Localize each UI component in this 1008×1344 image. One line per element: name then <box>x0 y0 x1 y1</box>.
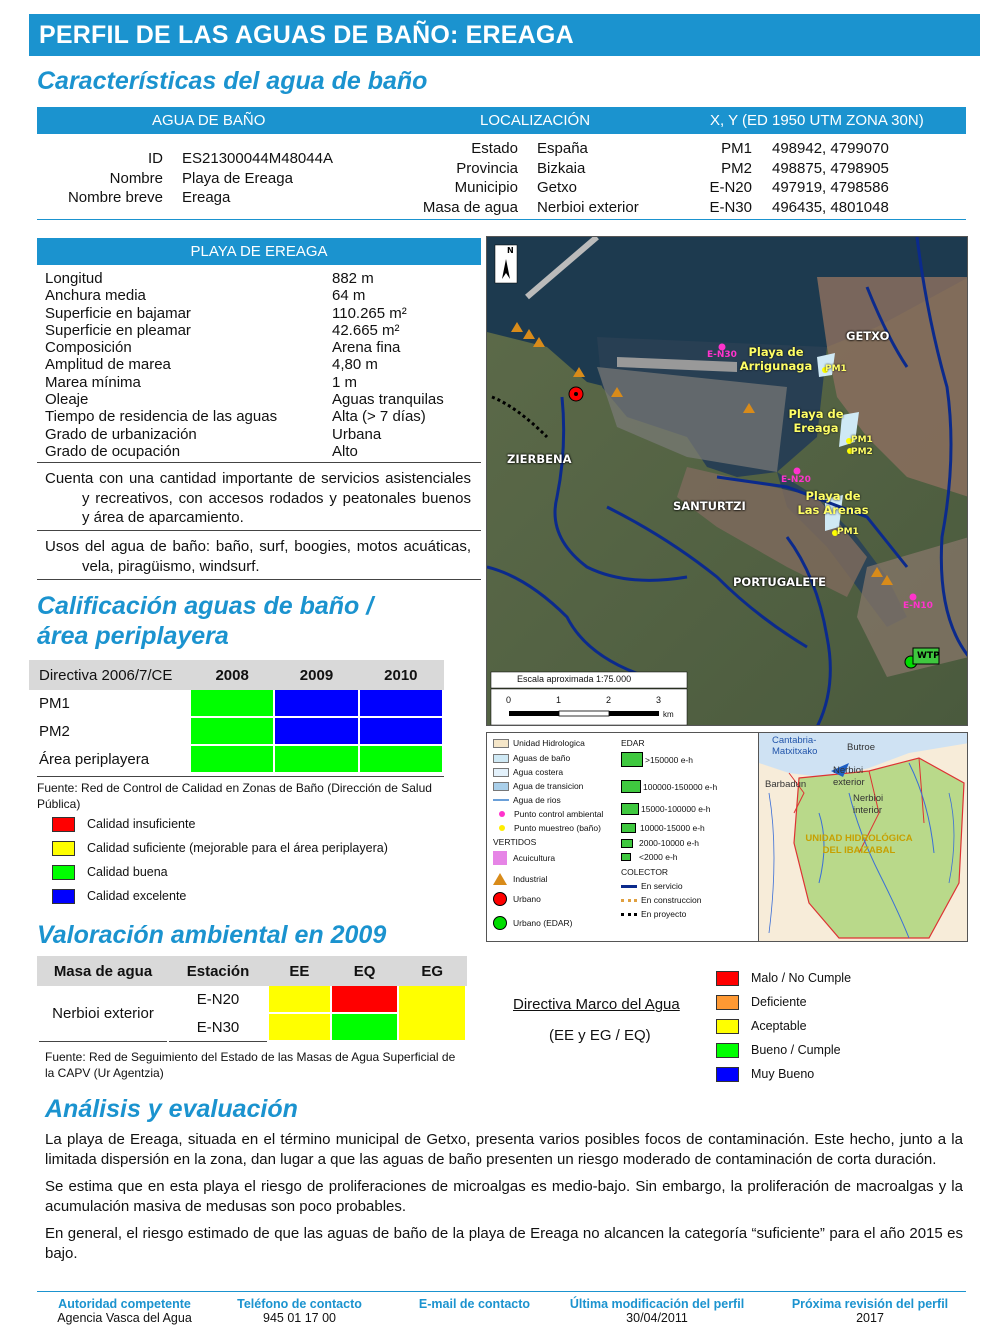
quality-cell <box>274 689 358 717</box>
legend-urbano: Urbano <box>493 892 541 906</box>
legend-item: Calidad excelente <box>52 884 388 908</box>
agua-values <box>182 149 382 208</box>
playa-row: Anchura media 64 m <box>45 287 366 305</box>
analisis-text <box>45 1130 963 1271</box>
map-label-en30: E-N30 <box>707 350 737 360</box>
valoracion-fuente: Fuente: Red de Seguimiento del Estado de las Masas de Agua Superficial de la CAPV (Ur Agentzia) <box>45 1050 456 1080</box>
legend-item: Malo / No Cumple <box>716 966 851 990</box>
footer-telefono: Teléfono de contacto 945 01 17 00 <box>237 1297 362 1325</box>
inset-map <box>758 732 968 942</box>
divider <box>37 579 481 580</box>
inset-label-barbadun: Barbadun <box>765 779 807 790</box>
legend-item: Bueno / Cumple <box>716 1038 851 1062</box>
col-eg: EG <box>398 957 466 985</box>
legend-swatch <box>716 1043 739 1058</box>
calificacion-header-row <box>30 661 443 689</box>
footer-ultima-modificacion: Última modificación del perfil 30/04/2011 <box>569 1297 745 1325</box>
section-title-caracteristicas: Características del agua de baño <box>37 67 428 95</box>
playa-header: PLAYA DE EREAGA <box>37 238 481 265</box>
status-cell <box>331 985 399 1013</box>
quality-cell <box>359 717 443 745</box>
label-municipio: Municipio <box>454 179 518 196</box>
row-label-area: Área periplayera <box>30 745 190 773</box>
legend-urbano-edar: Urbano (EDAR) <box>493 916 573 930</box>
valoracion-header-row <box>38 957 466 985</box>
map-label-ereaga: Playa de Ereaga <box>788 407 844 435</box>
legend-swatch <box>52 841 75 856</box>
map-scale-text: Escala aproximada 1:75.000 <box>517 674 632 684</box>
col-masa-de-agua: Masa de agua <box>38 957 168 985</box>
map-label-en10: E-N10 <box>903 601 933 611</box>
footer-email: E-mail de contacto <box>418 1297 531 1311</box>
col-ee: EE <box>268 957 331 985</box>
location-header-bar <box>37 107 966 134</box>
legend-colector-item: En proyecto <box>621 909 686 919</box>
inset-label-unidad: UNIDAD HIDROLÓGICA DEL IBAIZABAL <box>805 833 913 856</box>
inset-label-butroe: Butroe <box>847 742 875 753</box>
legend-colector: COLECTOR <box>621 867 669 877</box>
scale-tick: 1 <box>556 695 562 705</box>
map-label-pm1: PM1 <box>837 527 859 537</box>
legend-item: Calidad insuficiente <box>52 812 388 836</box>
scale-unit: km <box>663 710 674 719</box>
legend-unidad: Unidad Hidrologica <box>493 738 585 748</box>
dma-subtitle: (EE y EG / EQ) <box>549 1027 651 1044</box>
value-masa-de-agua: Nerbioi exterior <box>537 198 639 216</box>
footer <box>37 1291 966 1325</box>
map-label-zierbena: ZIERBENA <box>507 452 572 466</box>
inset-label-nerbioi-exterior: Nerbioi exterior <box>833 765 865 788</box>
dma-title: Directiva Marco del Agua <box>513 996 680 1013</box>
playa-row: Oleaje Aguas tranquilas <box>45 391 444 409</box>
masa-nerbioi: Nerbioi exterior <box>38 985 168 1041</box>
location-map <box>486 236 968 726</box>
legend-swatch <box>716 995 739 1010</box>
localizacion-labels <box>395 139 518 217</box>
value-estado: España <box>537 140 588 157</box>
legend-industrial: Industrial <box>493 873 548 885</box>
calificacion-fuente: Fuente: Red de Control de Calidad en Zonas de Baño (Dirección de Salud Pública) <box>37 781 432 811</box>
north-arrow-icon: N <box>507 246 514 255</box>
map-image <box>487 237 968 726</box>
table-row <box>30 689 443 717</box>
valoracion-table <box>37 956 467 1042</box>
legend-edar-item: 100000-150000 e-h <box>621 780 717 793</box>
map-label-en20: E-N20 <box>781 475 811 485</box>
value-municipio: Getxo <box>537 179 578 196</box>
wtp-icon: WTP <box>917 651 940 661</box>
analisis-paragraph: En general, el riesgo estimado de que las aguas de baño de la playa de Ereaga no alcancen la categoría “suficiente” para el año 2015 es bajo. <box>45 1225 963 1262</box>
legend-swatch <box>716 971 739 986</box>
value-id: ES21300044M48044A <box>182 150 333 167</box>
value-en20: 497919, 4798586 <box>772 179 889 196</box>
status-cell <box>331 1013 399 1041</box>
quality-cell <box>274 717 358 745</box>
label-en20: E-N20 <box>709 179 752 196</box>
table-row <box>30 745 443 773</box>
status-cell <box>268 1013 331 1041</box>
legend-vertidos: VERTIDOS <box>493 837 537 847</box>
label-provincia: Provincia <box>456 159 518 177</box>
legend-agua-rios: Agua de rios <box>493 795 561 805</box>
page-title: PERFIL DE LAS AGUAS DE BAÑO: EREAGA <box>29 14 980 56</box>
playa-row: Grado de ocupación Alto <box>45 442 358 460</box>
legend-punto-control: Punto control ambiental <box>495 809 603 819</box>
legend-swatch <box>52 817 75 832</box>
calificacion-table <box>29 660 444 774</box>
legend-swatch <box>716 1067 739 1082</box>
quality-cell <box>190 689 274 717</box>
estacion-en30: E-N30 <box>168 1013 268 1041</box>
table-row <box>30 717 443 745</box>
divider <box>37 776 444 777</box>
section-title-calificacion: Calificación aguas de baño / área periplayera <box>37 592 374 650</box>
label-estado: Estado <box>471 140 518 157</box>
localizacion-values <box>537 139 677 217</box>
legend-agua-transicion: Agua de transicion <box>493 781 583 791</box>
cuenta-text: Cuenta con una cantidad importante de servicios asistenciales y recreativos, con accesos rodados y peatonales buenos y área de aparcamiento. <box>45 470 471 526</box>
map-label-pm1: PM1 <box>825 364 847 374</box>
quality-cell <box>190 717 274 745</box>
legend-aguas-bano: Aguas de baño <box>493 753 570 763</box>
legend-item: Calidad suficiente (mejorable para el área periplayera) <box>52 836 388 860</box>
estacion-en20: E-N20 <box>168 985 268 1013</box>
value-nombre: Playa de Ereaga <box>182 169 293 187</box>
value-nombre-breve: Ereaga <box>182 189 231 206</box>
legend-edar-item: 2000-10000 e-h <box>621 838 699 848</box>
inset-label-nerbioi-interior: Nerbioi interior <box>853 793 884 816</box>
playa-cuenta <box>45 469 471 528</box>
value-en30: 496435, 4801048 <box>772 198 889 216</box>
legend-item: Muy Bueno <box>716 1062 851 1086</box>
legend-swatch <box>52 865 75 880</box>
map-label-las-arenas: Playa de Las Arenas <box>797 489 869 517</box>
analisis-paragraph: Se estima que en esta playa el riesgo de proliferaciones de microalgas es medio-bajo. Sin embargo, la proliferación de macroalgas y la acumulación masiva de medusas son poco probables. <box>45 1178 963 1215</box>
map-legend <box>486 732 760 942</box>
legend-edar-item: 10000-15000 e-h <box>621 823 705 833</box>
map-label-portugalete: PORTUGALETE <box>733 575 826 589</box>
legend-colector-item: En construccion <box>621 895 701 905</box>
map-label-santurtzi: SANTURTZI <box>673 499 746 513</box>
divider <box>37 462 481 463</box>
scale-tick: 0 <box>506 695 512 705</box>
playa-usos <box>45 537 471 576</box>
legend-swatch <box>52 889 75 904</box>
row-label-pm2: PM2 <box>30 717 190 745</box>
map-label-pm1: PM1 <box>851 435 873 445</box>
playa-row: Grado de urbanización Urbana <box>45 425 382 443</box>
header-localizacion: LOCALIZACIÓN <box>480 112 591 129</box>
header-agua-de-bano: AGUA DE BAÑO <box>152 112 266 129</box>
legend-edar: EDAR <box>621 738 645 748</box>
map-label-pm2: PM2 <box>851 447 873 457</box>
legend-punto-muestreo: Punto muestreo (baño) <box>495 823 601 833</box>
calificacion-legend <box>52 812 388 908</box>
legend-acuicultura: Acuicultura <box>493 851 555 865</box>
quality-cell <box>359 745 443 773</box>
col-2010: 2010 <box>359 661 443 689</box>
valoracion-legend <box>716 966 851 1086</box>
label-nombre: Nombre <box>109 169 163 187</box>
value-provincia: Bizkaia <box>537 159 586 177</box>
col-2009: 2009 <box>274 661 358 689</box>
legend-item: Aceptable <box>716 1014 851 1038</box>
section-title-analisis: Análisis y evaluación <box>45 1095 298 1123</box>
legend-edar-item: 15000-100000 e-h <box>621 803 710 815</box>
label-en30: E-N30 <box>709 198 752 216</box>
value-pm1: 498942, 4799070 <box>772 140 889 157</box>
legend-swatch <box>716 1019 739 1034</box>
map-label-getxo: GETXO <box>846 329 890 343</box>
legend-agua-costera: Agua costera <box>493 767 563 777</box>
coord-values <box>772 139 962 217</box>
legend-edar-item: >150000 e-h <box>621 752 693 767</box>
divider <box>37 530 481 531</box>
row-label-pm1: PM1 <box>30 689 190 717</box>
playa-characteristics <box>45 270 475 460</box>
value-pm2: 498875, 4798905 <box>772 159 889 177</box>
col-directiva: Directiva 2006/7/CE <box>30 661 190 689</box>
label-masa-de-agua: Masa de agua <box>422 198 518 216</box>
footer-proxima-revision: Próxima revisión del perfil 2017 <box>791 1297 949 1325</box>
inset-label-cantabria: Cantabria-Matxitxako <box>772 735 818 757</box>
col-eq: EQ <box>331 957 399 985</box>
footer-autoridad: Autoridad competente Agencia Vasca del Agua <box>57 1297 192 1325</box>
label-id: ID <box>148 150 163 167</box>
scale-tick: 2 <box>606 695 612 705</box>
legend-item: Deficiente <box>716 990 851 1014</box>
map-label-arrigunaga: Playa de Arrigunaga <box>739 345 813 373</box>
col-estacion: Estación <box>168 957 268 985</box>
coord-labels <box>680 139 752 217</box>
legend-item: Calidad buena <box>52 860 388 884</box>
label-nombre-breve: Nombre breve <box>67 189 163 206</box>
label-pm1: PM1 <box>721 140 752 157</box>
status-cell-eg <box>398 985 466 1041</box>
section-title-valoracion: Valoración ambiental en 2009 <box>37 921 387 949</box>
playa-row: Superficie en pleamar 42.665 m² <box>45 321 400 339</box>
location-divider <box>37 219 966 220</box>
legend-edar-item: <2000 e-h <box>621 852 678 862</box>
playa-row: Tiempo de residencia de las aguas Alta (> 7 días) <box>45 408 426 426</box>
label-pm2: PM2 <box>721 159 752 177</box>
header-coordinates: X, Y (ED 1950 UTM ZONA 30N) <box>710 112 924 129</box>
status-cell <box>268 985 331 1013</box>
col-2008: 2008 <box>190 661 274 689</box>
quality-cell <box>190 745 274 773</box>
playa-row: Marea mínima 1 m <box>45 373 358 391</box>
analisis-paragraph: La playa de Ereaga, situada en el término municipal de Getxo, presenta varios posibles focos de contaminación. Este hecho, junto a la limitada dispersión en la zona, dan lugar a que las aguas de baño presenten un riesgo moderado de contaminación de corta duración. <box>45 1131 963 1168</box>
scale-tick: 3 <box>656 695 662 705</box>
legend-colector-item: En servicio <box>621 881 683 891</box>
quality-cell <box>274 745 358 773</box>
playa-row: Superficie en bajamar 110.265 m² <box>45 304 407 322</box>
table-row <box>38 985 466 1013</box>
quality-cell <box>359 689 443 717</box>
playa-row: Longitud 882 m <box>45 270 374 287</box>
usos-text: Usos del agua de baño: baño, surf, boogies, motos acuáticas, vela, piragüismo, windsurf. <box>45 538 471 575</box>
agua-labels <box>45 149 163 208</box>
playa-row: Composición Arena fina <box>45 339 401 357</box>
playa-row: Amplitud de marea 4,80 m <box>45 356 378 374</box>
